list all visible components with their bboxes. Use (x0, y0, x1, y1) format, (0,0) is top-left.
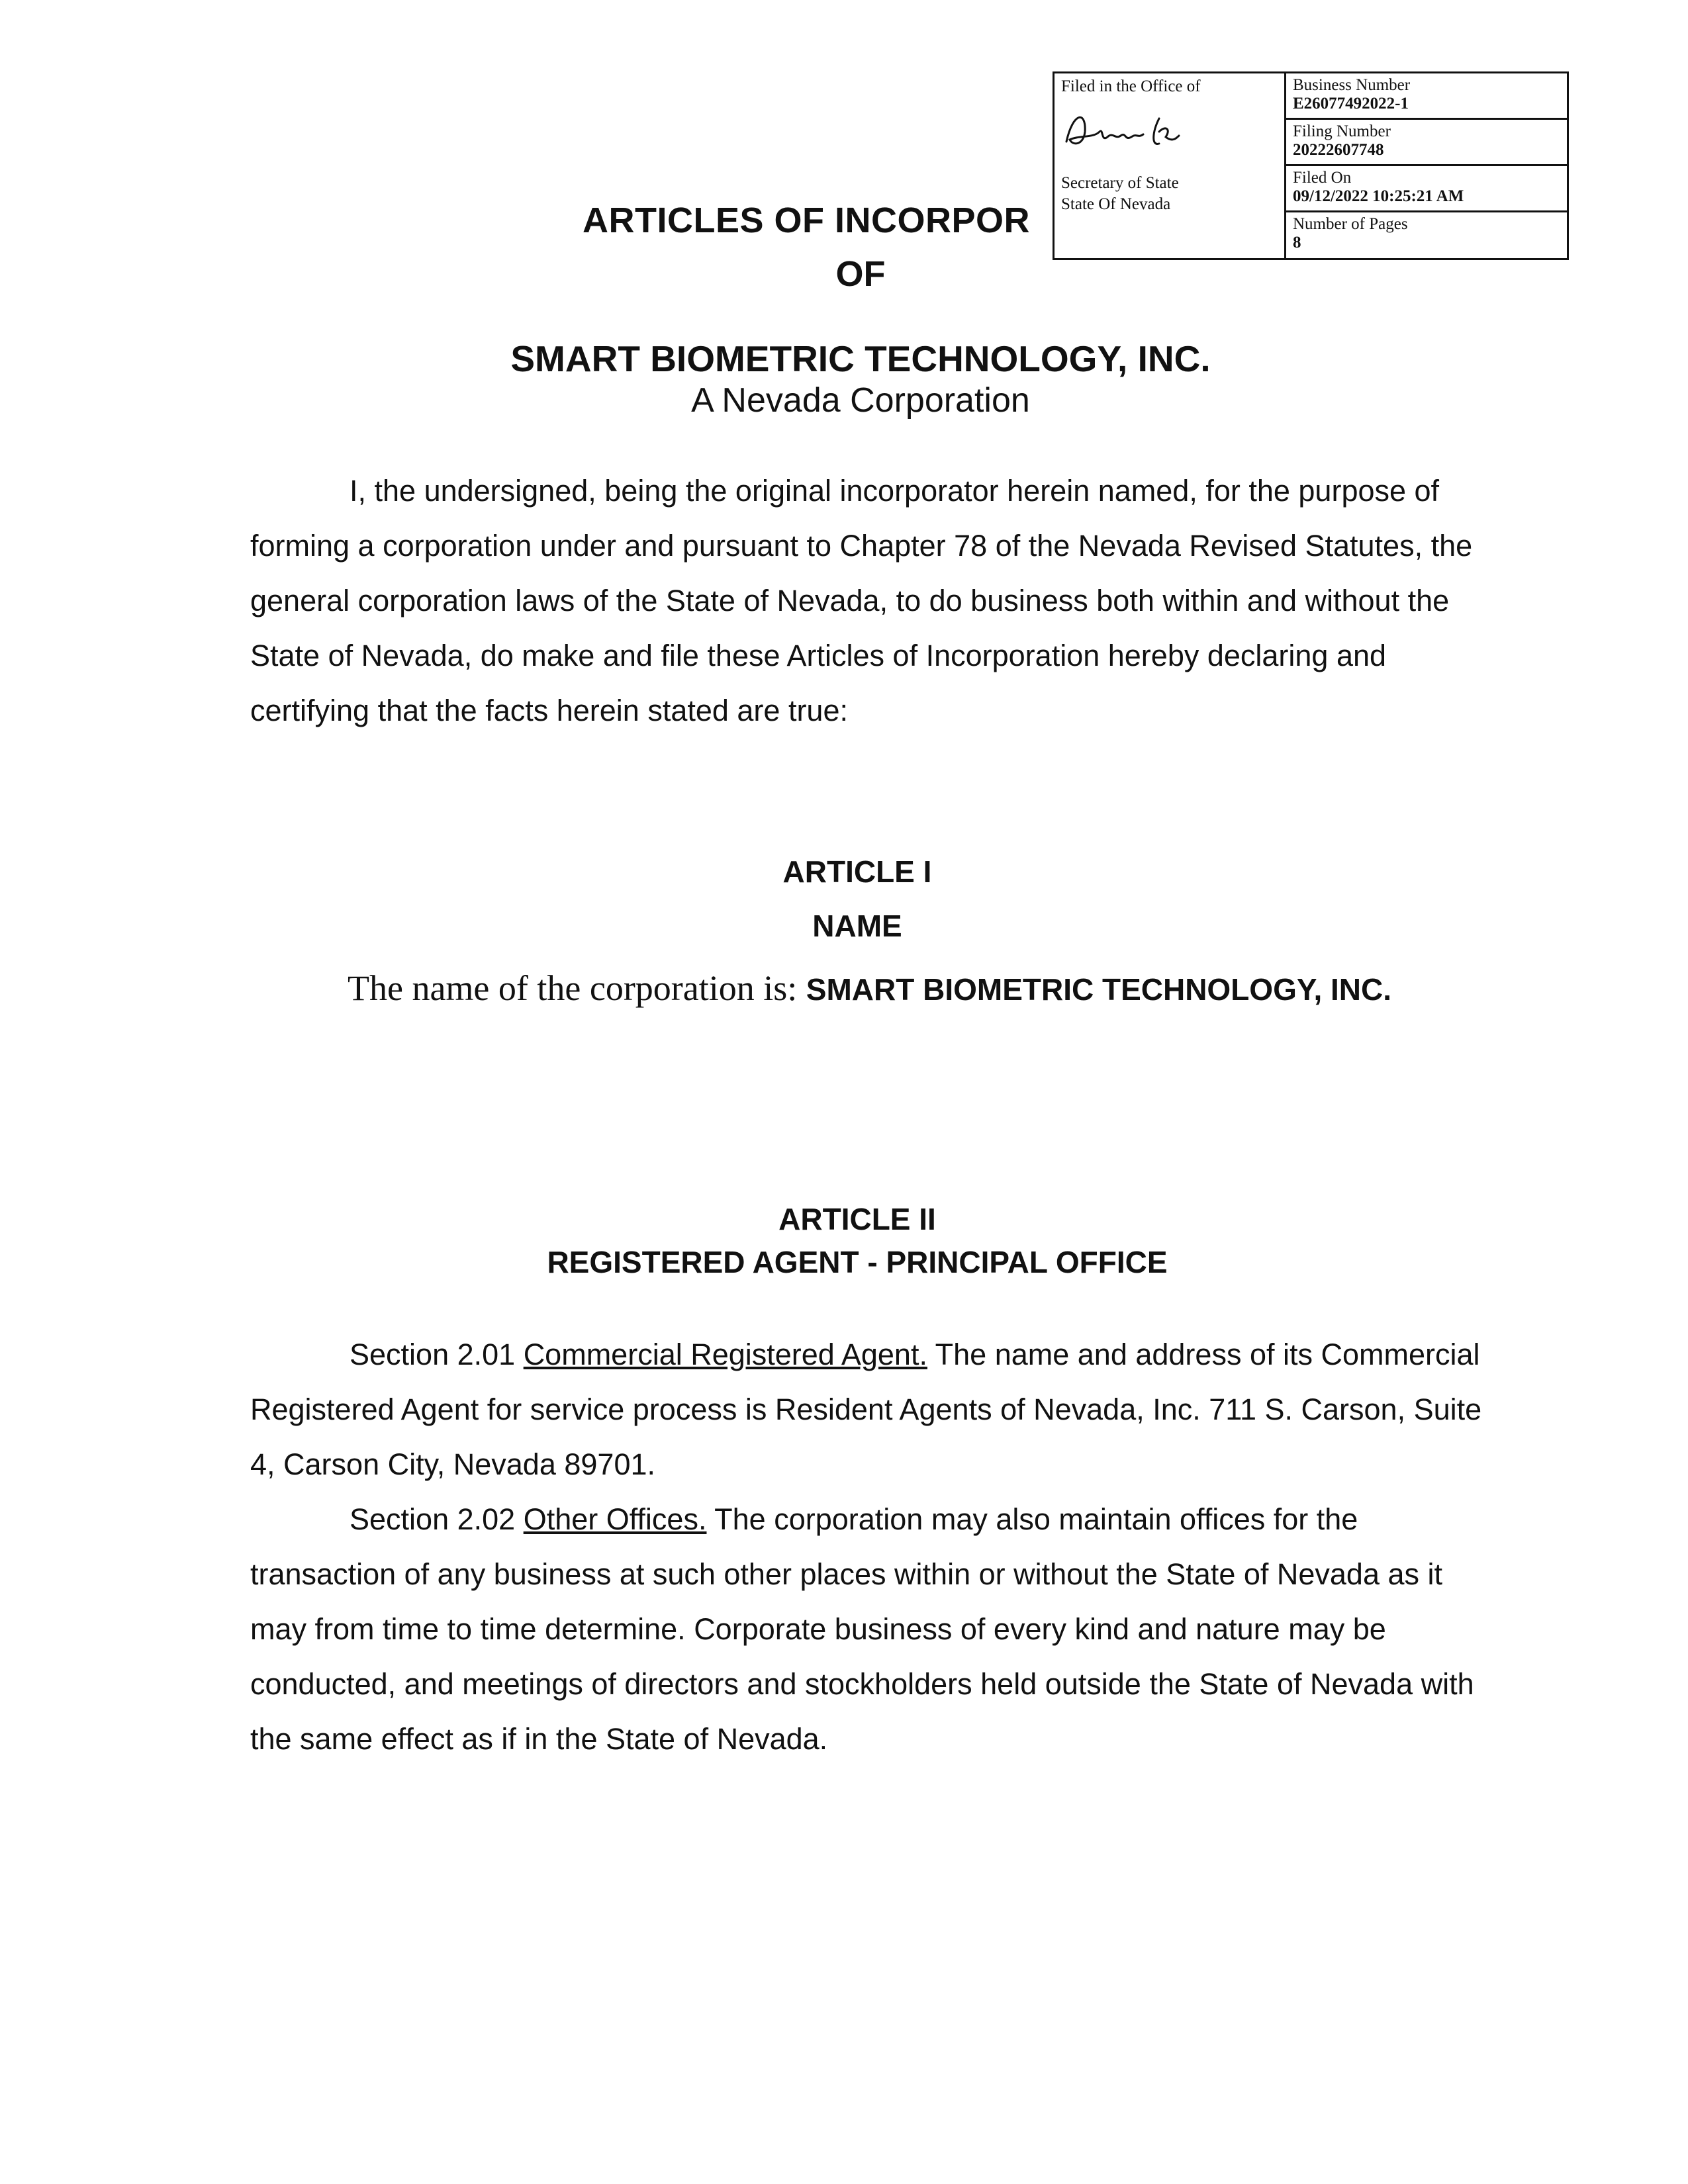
filed-on-value: 09/12/2022 10:25:21 AM (1293, 187, 1464, 205)
name-lead-text: The name of the corporation is: (348, 968, 806, 1008)
stamp-office-cell (1055, 73, 1286, 258)
number-of-pages-label: Number of Pages (1293, 215, 1408, 233)
section-2-01-paragraph (250, 1327, 1501, 1492)
company-subtitle: A Nevada Corporation (691, 381, 1030, 420)
stamp-details (1286, 73, 1567, 258)
company-name: SMART BIOMETRIC TECHNOLOGY, INC. (510, 338, 1211, 379)
business-number-label: Business Number (1293, 76, 1411, 94)
corporation-name-value: SMART BIOMETRIC TECHNOLOGY, INC. (806, 972, 1392, 1007)
section-2-02-text: The corporation may also maintain offices for the transaction of any business at such other places within or without the State of Nevada as it may from time to time determine. Corporate business of every kind and nature may be conducted, and meetings of directors and stockholders held outside the State of Nevada with the same effect as if in the State of Nevada. (250, 1502, 1474, 1756)
article-2-heading: ARTICLE II (778, 1202, 936, 1236)
article-1-name-statement (348, 968, 1391, 1009)
section-2-01-number: Section 2.01 (350, 1338, 524, 1371)
article-2-subheading: REGISTERED AGENT - PRINCIPAL OFFICE (547, 1245, 1168, 1279)
document-title-of: OF (835, 254, 886, 294)
section-2-02-number: Section 2.02 (350, 1502, 524, 1536)
section-2-01-title: Commercial Registered Agent. (523, 1338, 927, 1371)
filing-number-label: Filing Number (1293, 122, 1391, 140)
article-1-subheading: NAME (812, 909, 902, 943)
section-2-02-paragraph (250, 1492, 1501, 1766)
business-number-value: E26077492022-1 (1293, 95, 1409, 113)
intro-paragraph: I, the undersigned, being the original incorporator herein named, for the purpose of forming a corporation under and pursuant to Chapter 78 of the Nevada Revised Statutes, the general corporation laws of the State of Nevada, to do business both within and without the State of Nevada, do make and file these Articles of Incorporation hereby declaring and certifying that the facts herein stated are true: (250, 474, 1473, 727)
number-of-pages-value: 8 (1293, 234, 1301, 251)
section-2-01-text: The name and address of its Commercial Registered Agent for service process is Resident Agents of Nevada, Inc. 711 S. Carson, Suite 4, Carson City, Nevada 89701. (250, 1338, 1482, 1481)
filing-stamp (1053, 71, 1569, 260)
document-title: ARTICLES OF INCORPOR (583, 201, 1031, 240)
filed-on-label: Filed On (1293, 169, 1352, 187)
filing-number-cell (1286, 120, 1567, 166)
filing-number-value: 20222607748 (1293, 141, 1384, 159)
secretary-label: Secretary of State (1061, 174, 1179, 192)
state-label: State Of Nevada (1061, 195, 1171, 213)
secretary-signature (1060, 105, 1278, 158)
article-1-heading: ARTICLE I (782, 854, 932, 889)
filed-on-cell (1286, 166, 1567, 212)
section-2-02-title: Other Offices. (523, 1502, 707, 1536)
business-number-cell (1286, 73, 1567, 120)
number-of-pages-cell (1286, 212, 1567, 258)
filed-in-office-label: Filed in the Office of (1061, 77, 1201, 95)
